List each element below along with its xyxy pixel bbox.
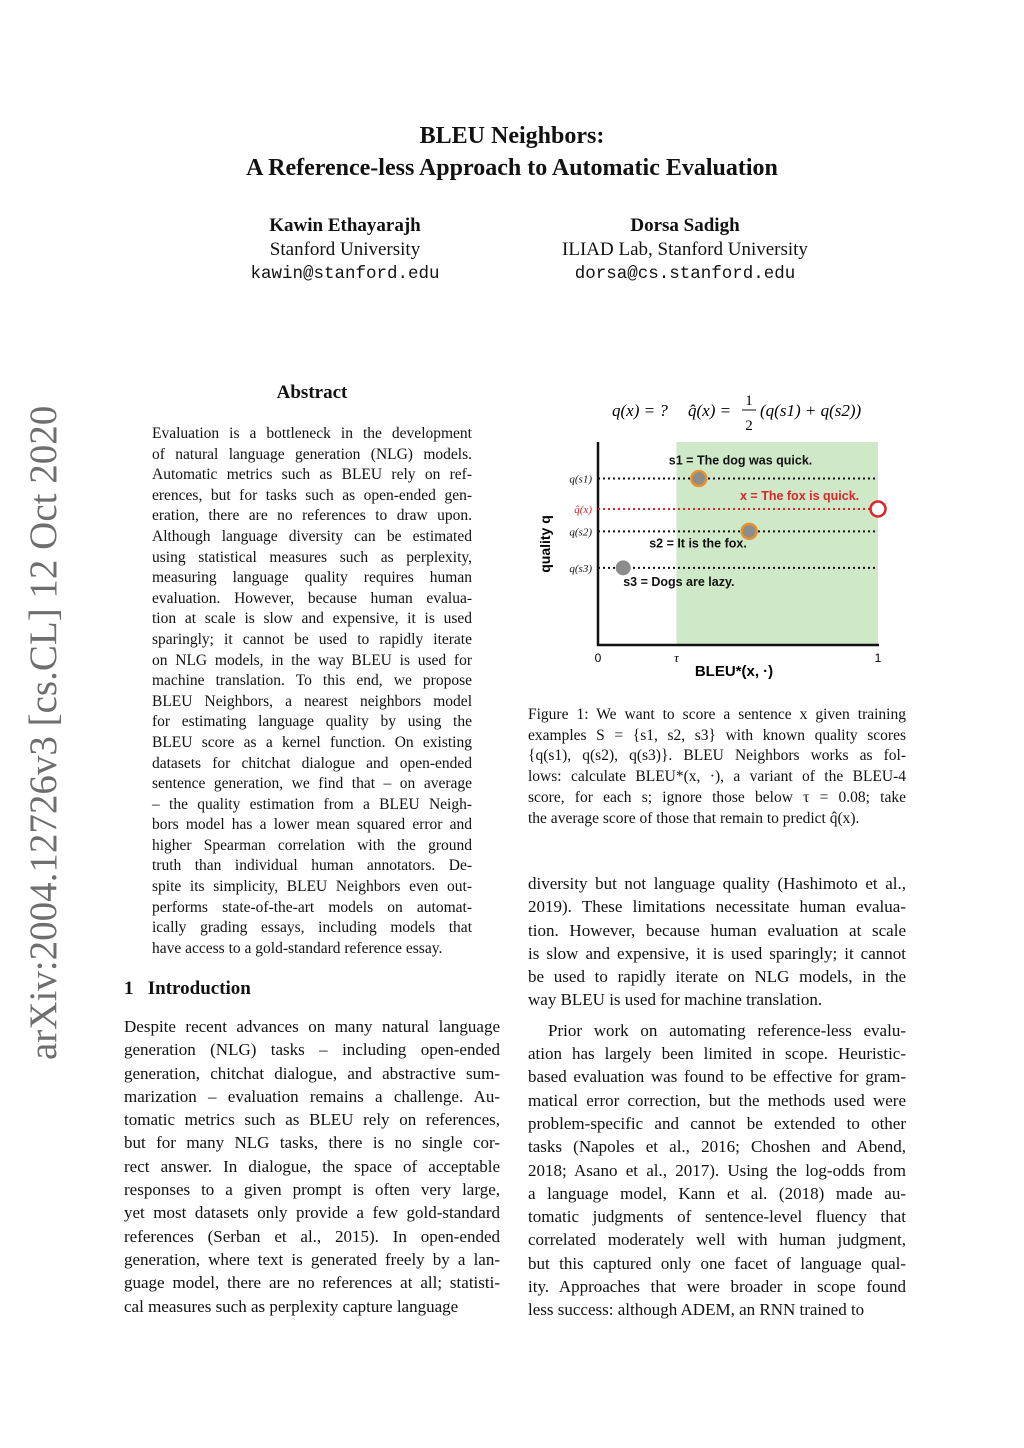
- formula-left: q(x) = ?: [612, 401, 668, 420]
- quality-label-s1: q(s1): [569, 473, 592, 486]
- point-x: [871, 501, 886, 516]
- caption-line: the average score of those that remain to predict q̂(x).: [528, 809, 860, 827]
- y-axis-label: quality q: [537, 515, 553, 573]
- body-line: ity. Approaches that were broader in scope found: [528, 1277, 906, 1297]
- body-line: 2018; Asano et al., 2017). Using the log-odds from: [528, 1160, 906, 1180]
- body-line: way BLEU is used for machine translation.: [528, 990, 823, 1010]
- paper-title: [0, 120, 1024, 184]
- intro-line: Despite recent advances on many natural language: [124, 1017, 500, 1036]
- body-line: matical error correction, but the methods used were: [528, 1090, 906, 1110]
- x-tick-tau: τ: [674, 650, 679, 665]
- abstract-line: of natural language generation (NLG) models.: [152, 445, 472, 463]
- body-line: tomatic judgments of sentence-level fluency that: [528, 1207, 906, 1227]
- figure-caption: [528, 705, 906, 829]
- intro-line: rect answer. In dialogue, the space of acceptable: [124, 1156, 500, 1176]
- abstract-line: bors model has a lower mean squared error and: [152, 816, 472, 834]
- intro-line: marization – evaluation remains a challenge. Au-: [124, 1086, 500, 1106]
- formula-denominator: 2: [745, 418, 753, 434]
- abstract-line: erences, but for tasks such as open-ended gen-: [152, 486, 472, 504]
- abstract-line: – the quality estimation from a BLEU Neigh-: [152, 795, 472, 813]
- formula-tail: (q(s1) + q(s2)): [760, 401, 862, 420]
- caption-line: examples S = {s1, s2, s3} with known quality scores: [528, 726, 906, 744]
- arxiv-stamp: arXiv:2004.12726v3 [cs.CL] 12 Oct 2020: [22, 405, 65, 1060]
- title-line-2: A Reference-less Approach to Automatic Evaluation: [246, 155, 778, 181]
- abstract-line: truth than individual human annotators. De-: [152, 857, 472, 875]
- x-tick-1: 1: [874, 651, 882, 665]
- caption-line: score, for each s; ignore those below τ = 0.08; take: [528, 788, 906, 806]
- abstract-line: have access to a gold-standard reference essay.: [152, 939, 443, 957]
- abstract-body: [152, 424, 472, 959]
- section-number: 1: [124, 978, 134, 999]
- author-email[interactable]: kawin@stanford.edu: [250, 264, 440, 284]
- body-line: diversity but not language quality (Hashimoto et al.,: [528, 874, 906, 893]
- intro-line: generation, where text is generated freely by a lan-: [124, 1249, 500, 1269]
- intro-line: cal measures such as perplexity capture language: [124, 1296, 459, 1316]
- abstract-line: tion at scale is slow and expensive, it is used: [152, 610, 472, 628]
- formula-numerator: 1: [745, 393, 753, 409]
- abstract-line: Evaluation is a bottleneck in the development: [152, 425, 472, 442]
- author-affiliation: Stanford University: [269, 239, 421, 260]
- author-name: Kawin Ethayarajh: [269, 215, 421, 236]
- body-line: based evaluation was found to be effective for gram-: [528, 1067, 906, 1087]
- intro-line: tomatic metrics such as BLEU rely on references,: [124, 1110, 500, 1130]
- author-1: [180, 214, 510, 286]
- caption-line: lows: calculate BLEU*(x, ·), a variant of the BLEU-4: [528, 768, 906, 786]
- intro-line: yet most datasets only provide a few gold-standard: [124, 1203, 500, 1223]
- section-title: Introduction: [147, 978, 251, 999]
- right-column-body: [528, 872, 906, 1322]
- body-line: tion. However, because human evaluation at scale: [528, 920, 906, 940]
- abstract-line: eration, there are no references to draw upon.: [152, 507, 472, 525]
- intro-line: generation, chitchat dialogue, and abstractive sum-: [124, 1063, 500, 1083]
- body-line: a language model, Kann et al. (2018) made au-: [528, 1183, 906, 1203]
- point-s1: [691, 471, 706, 486]
- author-email[interactable]: dorsa@cs.stanford.edu: [574, 264, 796, 284]
- abstract-line: measuring language quality requires human: [152, 569, 472, 587]
- author-affiliation: ILIAD Lab, Stanford University: [562, 239, 808, 260]
- abstract-line: machine translation. To this end, we propose: [152, 672, 472, 690]
- author-2: [520, 214, 850, 286]
- abstract-line: Automatic metrics such as BLEU rely on ref-: [152, 466, 472, 484]
- x-axis-label: BLEU*(x, ·): [694, 663, 774, 680]
- intro-line: responses to a given prompt is often very large,: [124, 1180, 500, 1200]
- body-line: 2019). These limitations necessitate human evalua-: [528, 897, 906, 917]
- title-line-1: BLEU Neighbors:: [419, 123, 605, 149]
- quality-label-s3: q(s3): [569, 562, 592, 575]
- section-heading: [124, 978, 251, 1000]
- point-label-x: x = The fox is quick.: [740, 488, 860, 503]
- body-line: Prior work on automating reference-less evalu-: [548, 1020, 906, 1040]
- introduction-body: [124, 1015, 500, 1318]
- abstract-line: datasets for chitchat dialogue and open-ended: [152, 754, 472, 772]
- abstract-line: using statistical measures such as perplexity,: [152, 548, 472, 566]
- caption-line: Figure 1: We want to score a sentence x given training: [528, 706, 906, 723]
- abstract-line: spite its simplicity, BLEU Neighbors even out-: [152, 878, 472, 896]
- intro-line: guage model, there are no references at all; statisti-: [124, 1273, 500, 1293]
- figure-1-chart: [528, 384, 908, 684]
- abstract-line: Although language diversity can be estimated: [152, 527, 472, 545]
- body-line: but this captured only one facet of language qual-: [528, 1253, 906, 1273]
- body-line: tasks (Napoles et al., 2016; Choshen and Abend,: [528, 1137, 906, 1157]
- author-name: Dorsa Sadigh: [630, 215, 740, 236]
- abstract-line: BLEU Neighbors, a nearest neighbors model: [152, 692, 472, 710]
- abstract-line: performs state-of-the-art models on automat-: [152, 898, 472, 916]
- abstract-heading: Abstract: [276, 382, 348, 403]
- abstract-line: on NLG models, in the way BLEU is used for: [152, 651, 472, 669]
- abstract-line: BLEU score as a kernel function. On existing: [152, 733, 472, 751]
- intro-line: generation (NLG) tasks – including open-ended: [124, 1040, 500, 1060]
- body-line: less success: although ADEM, an RNN trained to: [528, 1300, 865, 1320]
- point-label-s2: s2 = It is the fox.: [649, 536, 747, 551]
- point-s3: [616, 560, 631, 575]
- body-line: problem-specific and cannot be extended to other: [528, 1113, 906, 1133]
- quality-label-s2: q(s2): [569, 526, 592, 539]
- x-tick-0: 0: [594, 651, 602, 665]
- quality-label-x: q̂(x): [574, 503, 592, 516]
- intro-line: but for many NLG tasks, there is no single cor-: [124, 1133, 500, 1153]
- abstract-line: sentence generation, we find that – on average: [152, 775, 472, 793]
- body-line: correlated moderately well with human judgment,: [528, 1230, 906, 1250]
- body-line: is slow and expensive, it is used sparingly; it cannot: [528, 943, 906, 963]
- point-label-s1: s1 = The dog was quick.: [668, 453, 813, 468]
- caption-line: {q(s1), q(s2), q(s3)}. BLEU Neighbors works as fol-: [528, 747, 906, 765]
- abstract-line: sparingly; it cannot be used to rapidly iterate: [152, 630, 472, 648]
- intro-line: references (Serban et al., 2015). In open-ended: [124, 1226, 500, 1246]
- point-label-s3: s3 = Dogs are lazy.: [623, 574, 735, 589]
- formula-right-prefix: q̂(x) =: [688, 401, 732, 420]
- abstract-line: higher Spearman correlation with the ground: [152, 836, 472, 854]
- body-line: ation has largely been limited in scope. Heuristic-: [528, 1044, 906, 1064]
- abstract-line: ically grading essays, including models that: [152, 919, 472, 937]
- abstract-line: evaluation. However, because human evalua-: [152, 589, 472, 607]
- abstract-line: for estimating language quality by using the: [152, 713, 472, 731]
- body-line: be used to rapidly iterate on NLG models, in the: [528, 967, 906, 987]
